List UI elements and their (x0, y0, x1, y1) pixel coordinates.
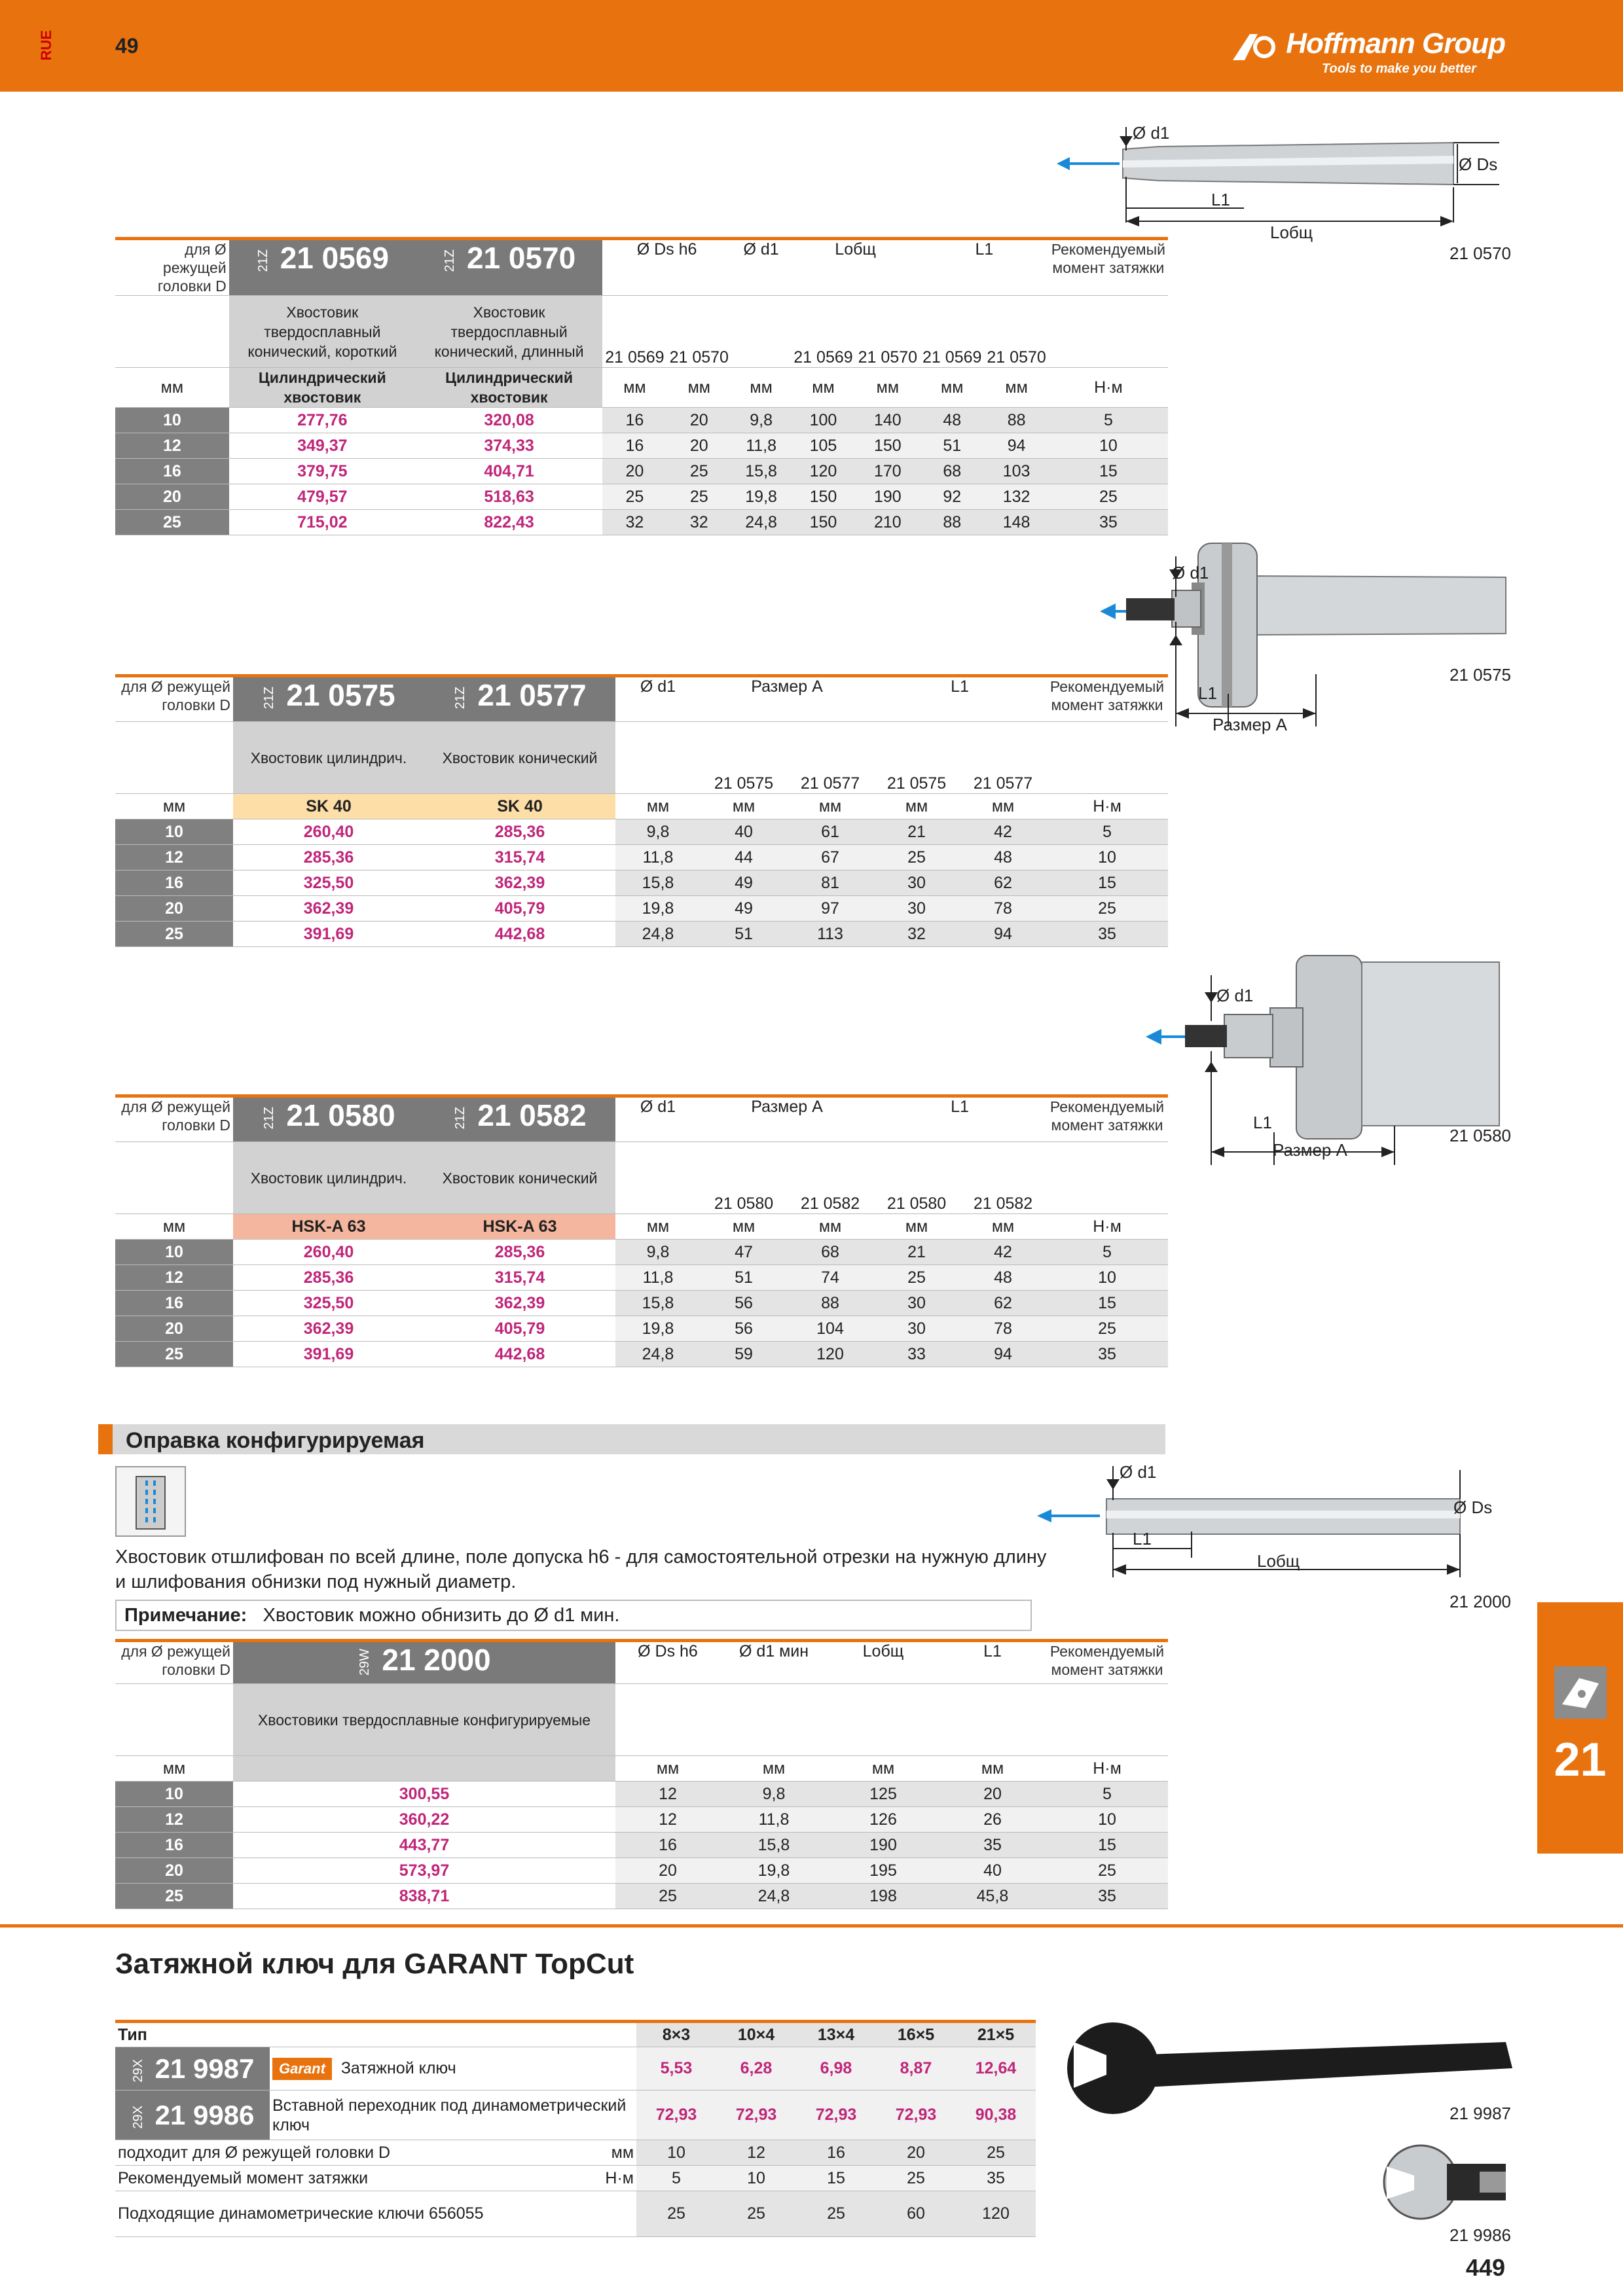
fits-row-label: подходит для Ø режущей головки D мм (115, 2140, 636, 2166)
desc-21-0569: Хвостовик твердосплавный конический, короткий (229, 296, 416, 368)
table-row: 10 260,40 285,36 9,8 47 68 21 42 5 (115, 1240, 1168, 1265)
table-row: 10 300,55 12 9,8 125 20 5 (115, 1782, 1168, 1807)
table-row: 12 285,36 315,74 11,8 44 67 25 48 10 (115, 845, 1168, 870)
insert-tool-icon (1553, 1665, 1608, 1720)
note-box (115, 1600, 1032, 1631)
order-21-9987: 29X 21 9987 (115, 2047, 270, 2090)
desc-21-0570: Хвостовик твердосплавный конический, длинный (416, 296, 602, 368)
fig2-a-label: Размер A (1213, 715, 1287, 734)
table-row: 12 285,36 315,74 11,8 51 74 25 48 10 (115, 1265, 1168, 1291)
hoffmann-logo (1230, 27, 1505, 80)
units-row: мм Цилиндрический хвостовик Цилиндрический хвостовик мм мм мм мм мм мм мм Н·м (115, 368, 1168, 408)
fig3-d1-label: Ø d1 (1216, 986, 1254, 1005)
note-text: Хвостовик можно обнизить до Ø d1 мин. (263, 1605, 620, 1626)
fig3-a-label: Размер A (1273, 1140, 1347, 1160)
table-row: 16 325,50 362,39 15,8 49 81 30 62 15 (115, 870, 1168, 896)
fig4-lges-label: Lобщ (1257, 1551, 1300, 1571)
table-row: 16 443,77 16 15,8 190 35 15 (115, 1833, 1168, 1858)
logo-mark-icon (1230, 30, 1277, 63)
fig1-lges-label: Lобщ (1270, 223, 1313, 242)
order-21-0577: 21Z 21 0577 (424, 676, 615, 722)
page-header (0, 0, 1623, 92)
table-row: 12 349,37 374,33 16 20 11,8 105 150 51 94 10 (115, 433, 1168, 459)
order-21-0582: 21Z 21 0582 (424, 1096, 615, 1142)
order-21-2000: 29W 21 2000 (233, 1641, 615, 1684)
wrench-name: Затяжной ключ (340, 2058, 456, 2077)
fig3-l1-label: L1 (1253, 1113, 1272, 1132)
fig1-d1-label: Ø d1 (1133, 123, 1170, 143)
h-ds: Ø Ds h6 (602, 239, 731, 296)
wrench-table: Тип 8×3 10×4 13×4 16×5 21×5 29X 21 9987 Garant Затяжной ключ 5,53 6,28 6,98 8,87 12,64 29X 21 9986 Вставной переходник под динамометрический ключ 72,93 72,93 72,93 72,93 90,38 подходит для Ø режущей головки D мм 10 12 16 20 25 Рекомендуемый момент затяжки Н·м 5 10 15 25 35 Подходящие динамометрические ключи 656055 25 25 25 60 120 (115, 2020, 1036, 2237)
h-torque: Рекомендуемый момент затяжки (1049, 239, 1168, 296)
table-row: 20 362,39 405,79 19,8 49 97 30 78 25 (115, 896, 1168, 922)
h-l1: L1 (920, 239, 1049, 296)
h-lges: Lобщ (791, 239, 920, 296)
fig1-ds-label: Ø Ds (1459, 154, 1498, 174)
table-row: 12 360,22 12 11,8 126 26 10 (115, 1807, 1168, 1833)
table-row: 25 715,02 822,43 32 32 24,8 150 210 88 148 35 (115, 510, 1168, 535)
table-21-2000: для Ø режущей головки D 29W 21 2000 Ø Ds h6 Ø d1 мин Lобщ L1 Рекомендуемый момент затяжки Хвостовики твердосплавные конфигурируемые мм мм мм мм мм Н·м 10 300,55 12 9,8 125 20 5 12 360,22 12 11,8 126 26 10 16 443,77 16 15,8 190 35 15 20 573,97 20 19,8 195 40 25 25 838,71 25 24,8 198 45,8 35 (115, 1639, 1168, 1909)
adapter-name: Вставной переходник под динамометрический ключ (270, 2090, 636, 2140)
type-label: Тип (115, 2022, 636, 2047)
table-row: 10 260,40 285,36 9,8 40 61 21 42 5 (115, 819, 1168, 845)
fig4-l1-label: L1 (1133, 1529, 1152, 1549)
language-code: RUE (38, 30, 54, 61)
table-row: 25 391,69 442,68 24,8 59 120 33 94 35 (115, 1342, 1168, 1367)
fig4-d1-label: Ø d1 (1120, 1462, 1157, 1482)
section-bar (98, 1424, 1165, 1454)
table-row: 16 325,50 362,39 15,8 56 88 30 62 15 (115, 1291, 1168, 1316)
logo-tagline: Tools to make you better (1322, 62, 1476, 76)
order-21-0570: 21Z 21 0570 (416, 239, 602, 296)
table-row: 20 362,39 405,79 19,8 56 104 30 78 25 (115, 1316, 1168, 1342)
order-21-0575: 21Z 21 0575 (233, 676, 424, 722)
table-row: 25 838,71 25 24,8 198 45,8 35 (115, 1884, 1168, 1909)
order-21-9986: 29X 21 9986 (115, 2090, 270, 2140)
garant-logo: Garant (272, 2058, 332, 2080)
wrench-section-title: Затяжной ключ для GARANT TopCut (115, 1948, 634, 1980)
note-label: Примечание: (124, 1605, 247, 1626)
torque-wrench-row-label: Подходящие динамометрические ключи 656055 (115, 2191, 636, 2237)
logo-name: Hoffmann Group (1286, 27, 1505, 60)
figure-21-0570 (1048, 124, 1519, 242)
wrench-image (1061, 2016, 1512, 2114)
table-row: 25 391,69 442,68 24,8 51 113 32 94 35 (115, 922, 1168, 947)
table-row: 20 479,57 518,63 25 25 19,8 150 190 92 132 25 (115, 484, 1168, 510)
fig2-d1-label: Ø d1 (1172, 563, 1209, 583)
fig2-l1-label: L1 (1198, 683, 1217, 703)
chapter-tab (1537, 1602, 1623, 1854)
wrench-code-2: 21 9986 (1450, 2225, 1511, 2245)
order-21-0580: 21Z 21 0580 (233, 1096, 424, 1142)
h-d1: Ø d1 (731, 239, 791, 296)
chapter-number: 21 (1554, 1734, 1607, 1786)
fig1-l1-label: L1 (1211, 190, 1230, 209)
table-row: 20 573,97 20 19,8 195 40 25 (115, 1858, 1168, 1884)
page-number: 449 (1465, 2254, 1505, 2281)
table-row: 16 379,75 404,71 20 25 15,8 120 170 68 103 15 (115, 459, 1168, 484)
section-rule (0, 1924, 1623, 1928)
col-d-label: для Ø режущей головки D (115, 239, 229, 296)
coolant-icon (115, 1466, 186, 1537)
fig2-code: 21 0575 (1450, 665, 1511, 685)
figure-21-2000 (1028, 1460, 1512, 1584)
left-page-number: 49 (115, 34, 139, 58)
adapter-image (1381, 2140, 1519, 2225)
fig1-code: 21 0570 (1450, 243, 1511, 263)
fig4-code: 21 2000 (1450, 1592, 1511, 1611)
table-21-0580: для Ø режущей головки D 21Z 21 0580 21Z 21 0582 Ø d1 Размер A L1 Рекомендуемый момент затяжки Хвостовик цилиндрич. Хвостовик конический 21 0580 21 0582 21 0580 21 0582 мм HSK-A 63 HSK-A 63 мм мм мм мм мм Н·м 10 260,40 285,36 9,8 47 68 21 42 5 12 285,36 315,74 11,8 51 74 25 48 10 16 325,50 362,39 15,8 56 88 30 62 15 20 362,39 405,79 19,8 56 104 30 78 25 25 391,69 442,68 24,8 59 120 33 94 35 (115, 1094, 1168, 1367)
torque-row-label: Рекомендуемый момент затяжки Н·м (115, 2166, 636, 2191)
section-title: Оправка конфигурируемая (126, 1428, 425, 1453)
wrench-code-1: 21 9987 (1450, 2104, 1511, 2123)
fig4-ds-label: Ø Ds (1453, 1498, 1493, 1517)
table-21-0575: для Ø режущей головки D 21Z 21 0575 21Z 21 0577 Ø d1 Размер A L1 Рекомендуемый момент затяжки Хвостовик цилиндрич. Хвостовик конический 21 0575 21 0577 21 0575 21 0577 мм SK 40 SK 40 мм мм мм мм мм Н·м 10 260,40 285,36 9,8 40 61 21 42 5 12 285,36 315,74 11,8 44 67 25 48 10 16 325,50 362,39 15,8 49 81 30 62 15 20 362,39 405,79 19,8 49 97 30 78 25 25 391,69 442,68 24,8 51 113 32 94 35 (115, 674, 1168, 947)
fig3-code: 21 0580 (1450, 1126, 1511, 1145)
section-description: Хвостовик отшлифован по всей длине, поле допуска h6 - для самостоятельной отрезки на нужную длину и шлифования обнизки под нужный диаметр. (115, 1547, 1047, 1592)
table-21-0569: для Ø режущей головки D 21Z 21 0569 21Z 21 0570 Ø Ds h6 Ø d1 Lобщ L1 Рекомендуемый момент затяжки Хвостовик твердосплавный конический, короткий Хвостовик твердосплавный конический, длинный 21 0569 21 0570 21 0569 21 0570 21 0569 21 0570 мм Цилиндрический хвостовик Цилиндрический хвостовик мм мм мм мм мм мм мм Н·м 10 277,76 320,08 16 20 9,8 100 140 48 88 5 12 349,37 374,33 16 20 11,8 105 150 51 94 10 16 379,75 404,71 20 25 15,8 120 170 68 103 15 20 479,57 518,63 25 25 19,8 150 190 92 132 25 25 715,02 822,43 32 32 24,8 150 210 88 148 35 (115, 237, 1168, 535)
order-21-0569: 21Z 21 0569 (229, 239, 416, 296)
table-row: 10 277,76 320,08 16 20 9,8 100 140 48 88 5 (115, 408, 1168, 433)
